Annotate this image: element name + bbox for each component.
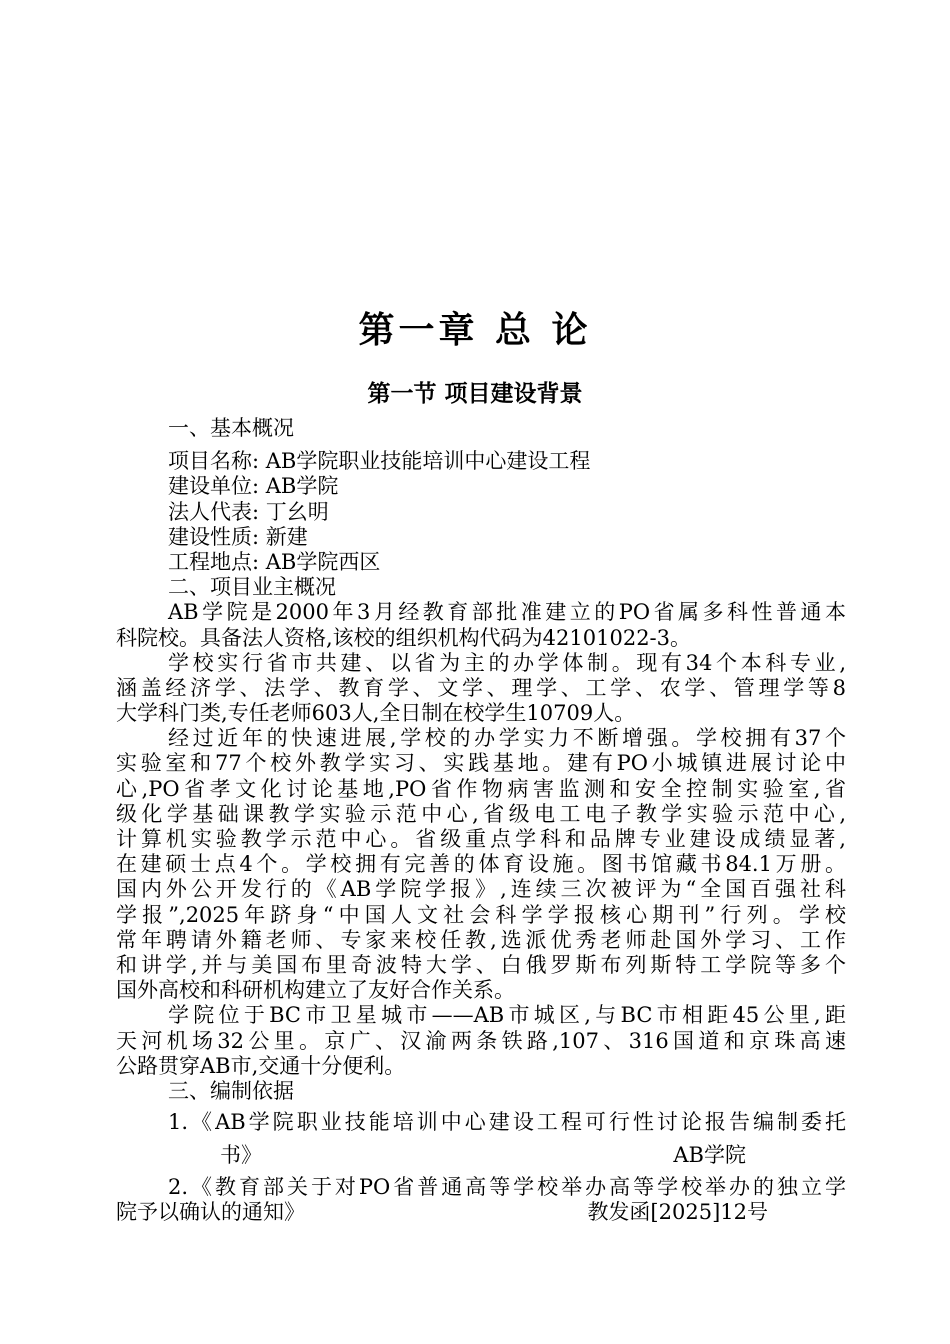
document-body bbox=[116, 416, 846, 1226]
paragraph-line: 级化学基础课教学实验示范中心,省级电工电子教学实验示范中心, bbox=[116, 801, 846, 826]
reference-2-sub bbox=[116, 1200, 846, 1225]
paragraph-line: 天河机场32公里。京广、汉渝两条铁路,107、316国道和京珠高速 bbox=[116, 1028, 846, 1053]
reference-1-issuer: AB学院 bbox=[673, 1142, 746, 1167]
paragraph-line: 在建硕士点4个。学校拥有完善的体育设施。图书馆藏书84.1万册。 bbox=[116, 852, 846, 877]
paragraph-line: 国外高校和科研机构建立了友好合作关系。 bbox=[116, 978, 515, 1003]
heading-basis: 三、编制依据 bbox=[168, 1078, 294, 1103]
paragraph-line: 涵盖经济学、法学、教育学、文学、理学、工学、农学、管理学等8 bbox=[116, 675, 846, 700]
paragraph-line: 计算机实验教学示范中心。省级重点学科和品牌专业建设成绩显著, bbox=[116, 827, 846, 851]
item-nature: 建设性质: 新建 bbox=[168, 524, 308, 549]
item-builder: 建设单位: AB学院 bbox=[168, 474, 339, 499]
heading-basic: 一、基本概况 bbox=[168, 416, 294, 440]
reference-2-line: 2.《教育部关于对PO省普通高等学校举办高等学校举办的独立学 bbox=[168, 1175, 846, 1200]
section-title: 第一节 项目建设背景 bbox=[367, 380, 583, 407]
paragraph-line: 和讲学,并与美国布里奇波特大学、白俄罗斯布列斯特工学院等多个 bbox=[116, 952, 846, 977]
reference-1-sub bbox=[116, 1135, 846, 1175]
reference-2-title-end: 院予以确认的通知》 bbox=[116, 1200, 305, 1225]
reference-2-issuer: 教发函[2025]12号 bbox=[587, 1200, 768, 1225]
paragraph-line: 实验室和77个校外教学实习、实践基地。建有PO小城镇进展讨论中 bbox=[116, 751, 846, 776]
paragraph-line: 心,PO省孝文化讨论基地,PO省作物病害监测和安全控制实验室,省 bbox=[116, 776, 846, 801]
paragraph-line: AB学院是2000年3月经教育部批准建立的PO省属多科性普通本 bbox=[168, 600, 846, 625]
paragraph-line: 大学科门类,专任老师603人,全日制在校学生10709人。 bbox=[116, 701, 636, 726]
reference-1-line: 1.《AB学院职业技能培训中心建设工程可行性讨论报告编制委托 bbox=[168, 1110, 846, 1135]
spacer bbox=[116, 441, 846, 449]
paragraph-line: 经过近年的快速进展,学校的办学实力不断增强。学校拥有37个 bbox=[168, 726, 846, 751]
chapter-title: 第一章 总 论 bbox=[358, 309, 592, 351]
item-location: 工程地点: AB学院西区 bbox=[168, 549, 381, 574]
heading-owner: 二、项目业主概况 bbox=[168, 575, 336, 600]
paragraph-line: 学校实行省市共建、以省为主的办学体制。现有34个本科专业, bbox=[168, 650, 846, 675]
paragraph-line: 科院校。具备法人资格,该校的组织机构代码为42101022-3。 bbox=[116, 625, 692, 650]
reference-1-title-end: 书》 bbox=[220, 1142, 262, 1167]
paragraph-line: 学报”,2025年跻身“中国人文社会科学学报核心期刊”行列。学校 bbox=[116, 902, 846, 927]
item-legal-rep: 法人代表: 丁幺明 bbox=[168, 499, 329, 524]
paragraph-line: 国内外公开发行的《AB学院学报》,连续三次被评为“全国百强社科 bbox=[116, 877, 846, 902]
paragraph-line: 常年聘请外籍老师、专家来校任教,选派优秀老师赴国外学习、工作 bbox=[116, 927, 846, 952]
paragraph-line: 学院位于BC市卫星城市——AB市城区,与BC市相距45公里,距 bbox=[168, 1003, 846, 1028]
paragraph-line: 公路贯穿AB市,交通十分便利。 bbox=[116, 1053, 406, 1078]
item-project-name: 项目名称: AB学院职业技能培训中心建设工程 bbox=[168, 449, 591, 474]
